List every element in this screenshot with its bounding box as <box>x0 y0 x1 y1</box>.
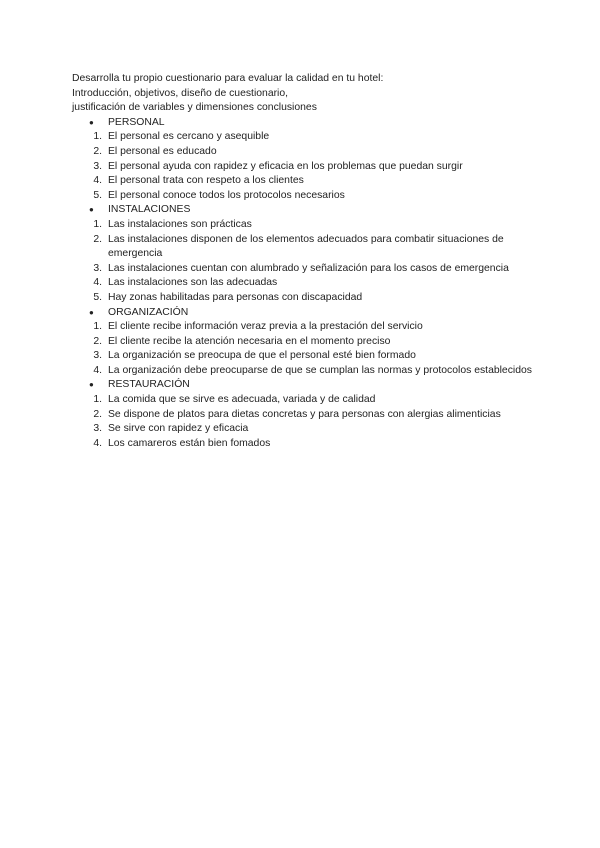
list-item-text: El personal conoce todos los protocolos necesarios <box>108 189 345 201</box>
list-item-text: Se dispone de platos para dietas concretas y para personas con alergias alimenticias <box>108 408 501 420</box>
bullet-icon: ● <box>89 117 94 127</box>
bullet-icon: ● <box>89 307 94 317</box>
bullet-icon: ● <box>89 205 94 215</box>
list-item <box>72 145 532 160</box>
bullet-icon: ● <box>89 380 94 390</box>
list-item-number: 2. <box>93 233 102 245</box>
section-heading <box>72 306 532 321</box>
list-item <box>72 276 532 291</box>
list-item <box>72 233 532 262</box>
list-item-text: El personal ayuda con rapidez y eficacia en los problemas que puedan surgir <box>108 160 463 172</box>
list-item-number: 4. <box>93 437 102 449</box>
intro-line-1: Desarrolla tu propio cuestionario para evaluar la calidad en tu hotel: <box>72 73 384 84</box>
list-item <box>72 174 532 189</box>
list-item-text: Las instalaciones son las adecuadas <box>108 277 278 289</box>
list-item-text: El personal es cercano y asequible <box>108 131 270 143</box>
list-item-number: 1. <box>93 321 102 333</box>
list-item <box>72 160 532 175</box>
list-item-number: 4. <box>93 277 102 289</box>
list-item <box>72 320 532 335</box>
list-item-text: Las instalaciones disponen de los elementos adecuados para combatir situaciones de emergencia <box>108 233 504 260</box>
list-item-number: 5. <box>93 291 102 303</box>
list-item <box>72 393 532 408</box>
list-item-text: Se sirve con rapidez y eficacia <box>108 423 249 435</box>
intro-line-2: Introducción, objetivos, diseño de cuestionario, <box>72 87 289 99</box>
list-item-number: 3. <box>93 423 102 435</box>
section-heading <box>72 116 532 131</box>
section-heading-text: ORGANIZACIÓN <box>108 306 189 318</box>
list-item <box>72 349 532 364</box>
section-heading-text: PERSONAL <box>108 116 165 128</box>
list-item-number: 3. <box>93 160 102 172</box>
list-item-number: 1. <box>93 131 102 143</box>
list-item <box>72 437 532 452</box>
list-item-number: 2. <box>93 408 102 420</box>
list-item <box>72 364 532 379</box>
questionnaire-list <box>72 116 532 452</box>
section-heading-text: RESTAURACIÓN <box>108 379 190 391</box>
section-heading <box>72 378 532 393</box>
list-item-number: 4. <box>93 175 102 187</box>
list-item-text: El personal es educado <box>108 145 217 157</box>
list-item-text: El cliente recibe información veraz previa a la prestación del servicio <box>108 321 423 333</box>
list-item <box>72 422 532 437</box>
list-item-number: 2. <box>93 335 102 347</box>
section-heading <box>72 203 532 218</box>
list-item <box>72 335 532 350</box>
list-item-number: 5. <box>93 189 102 201</box>
list-item-number: 4. <box>93 364 102 376</box>
list-item-number: 3. <box>93 350 102 362</box>
list-item <box>72 408 532 423</box>
list-item-number: 1. <box>93 394 102 406</box>
list-item-text: Los camareros están bien fomados <box>108 437 271 449</box>
section-heading-text: INSTALACIONES <box>108 204 191 216</box>
list-item <box>72 291 532 306</box>
list-item-number: 2. <box>93 145 102 157</box>
list-item-text: La comida que se sirve es adecuada, variada y de calidad <box>108 394 376 406</box>
list-item <box>72 262 532 277</box>
list-item-text: La organización se preocupa de que el personal esté bien formado <box>108 350 416 362</box>
list-item <box>72 189 532 204</box>
list-item-text: El cliente recibe la atención necesaria en el momento preciso <box>108 335 391 347</box>
list-item-number: 1. <box>93 218 102 230</box>
list-item-text: Hay zonas habilitadas para personas con discapacidad <box>108 291 363 303</box>
list-item-text: El personal trata con respeto a los clientes <box>108 175 304 187</box>
list-item <box>72 130 532 145</box>
list-item-text: La organización debe preocuparse de que se cumplan las normas y protocolos establecidos <box>108 364 532 376</box>
intro-line-3: justificación de variables y dimensiones conclusiones <box>72 102 317 114</box>
list-item <box>72 218 532 233</box>
list-item-number: 3. <box>93 262 102 274</box>
list-item-text: Las instalaciones son prácticas <box>108 218 252 230</box>
list-item-text: Las instalaciones cuentan con alumbrado y señalización para los casos de emergencia <box>108 262 509 274</box>
document-content <box>72 72 532 451</box>
